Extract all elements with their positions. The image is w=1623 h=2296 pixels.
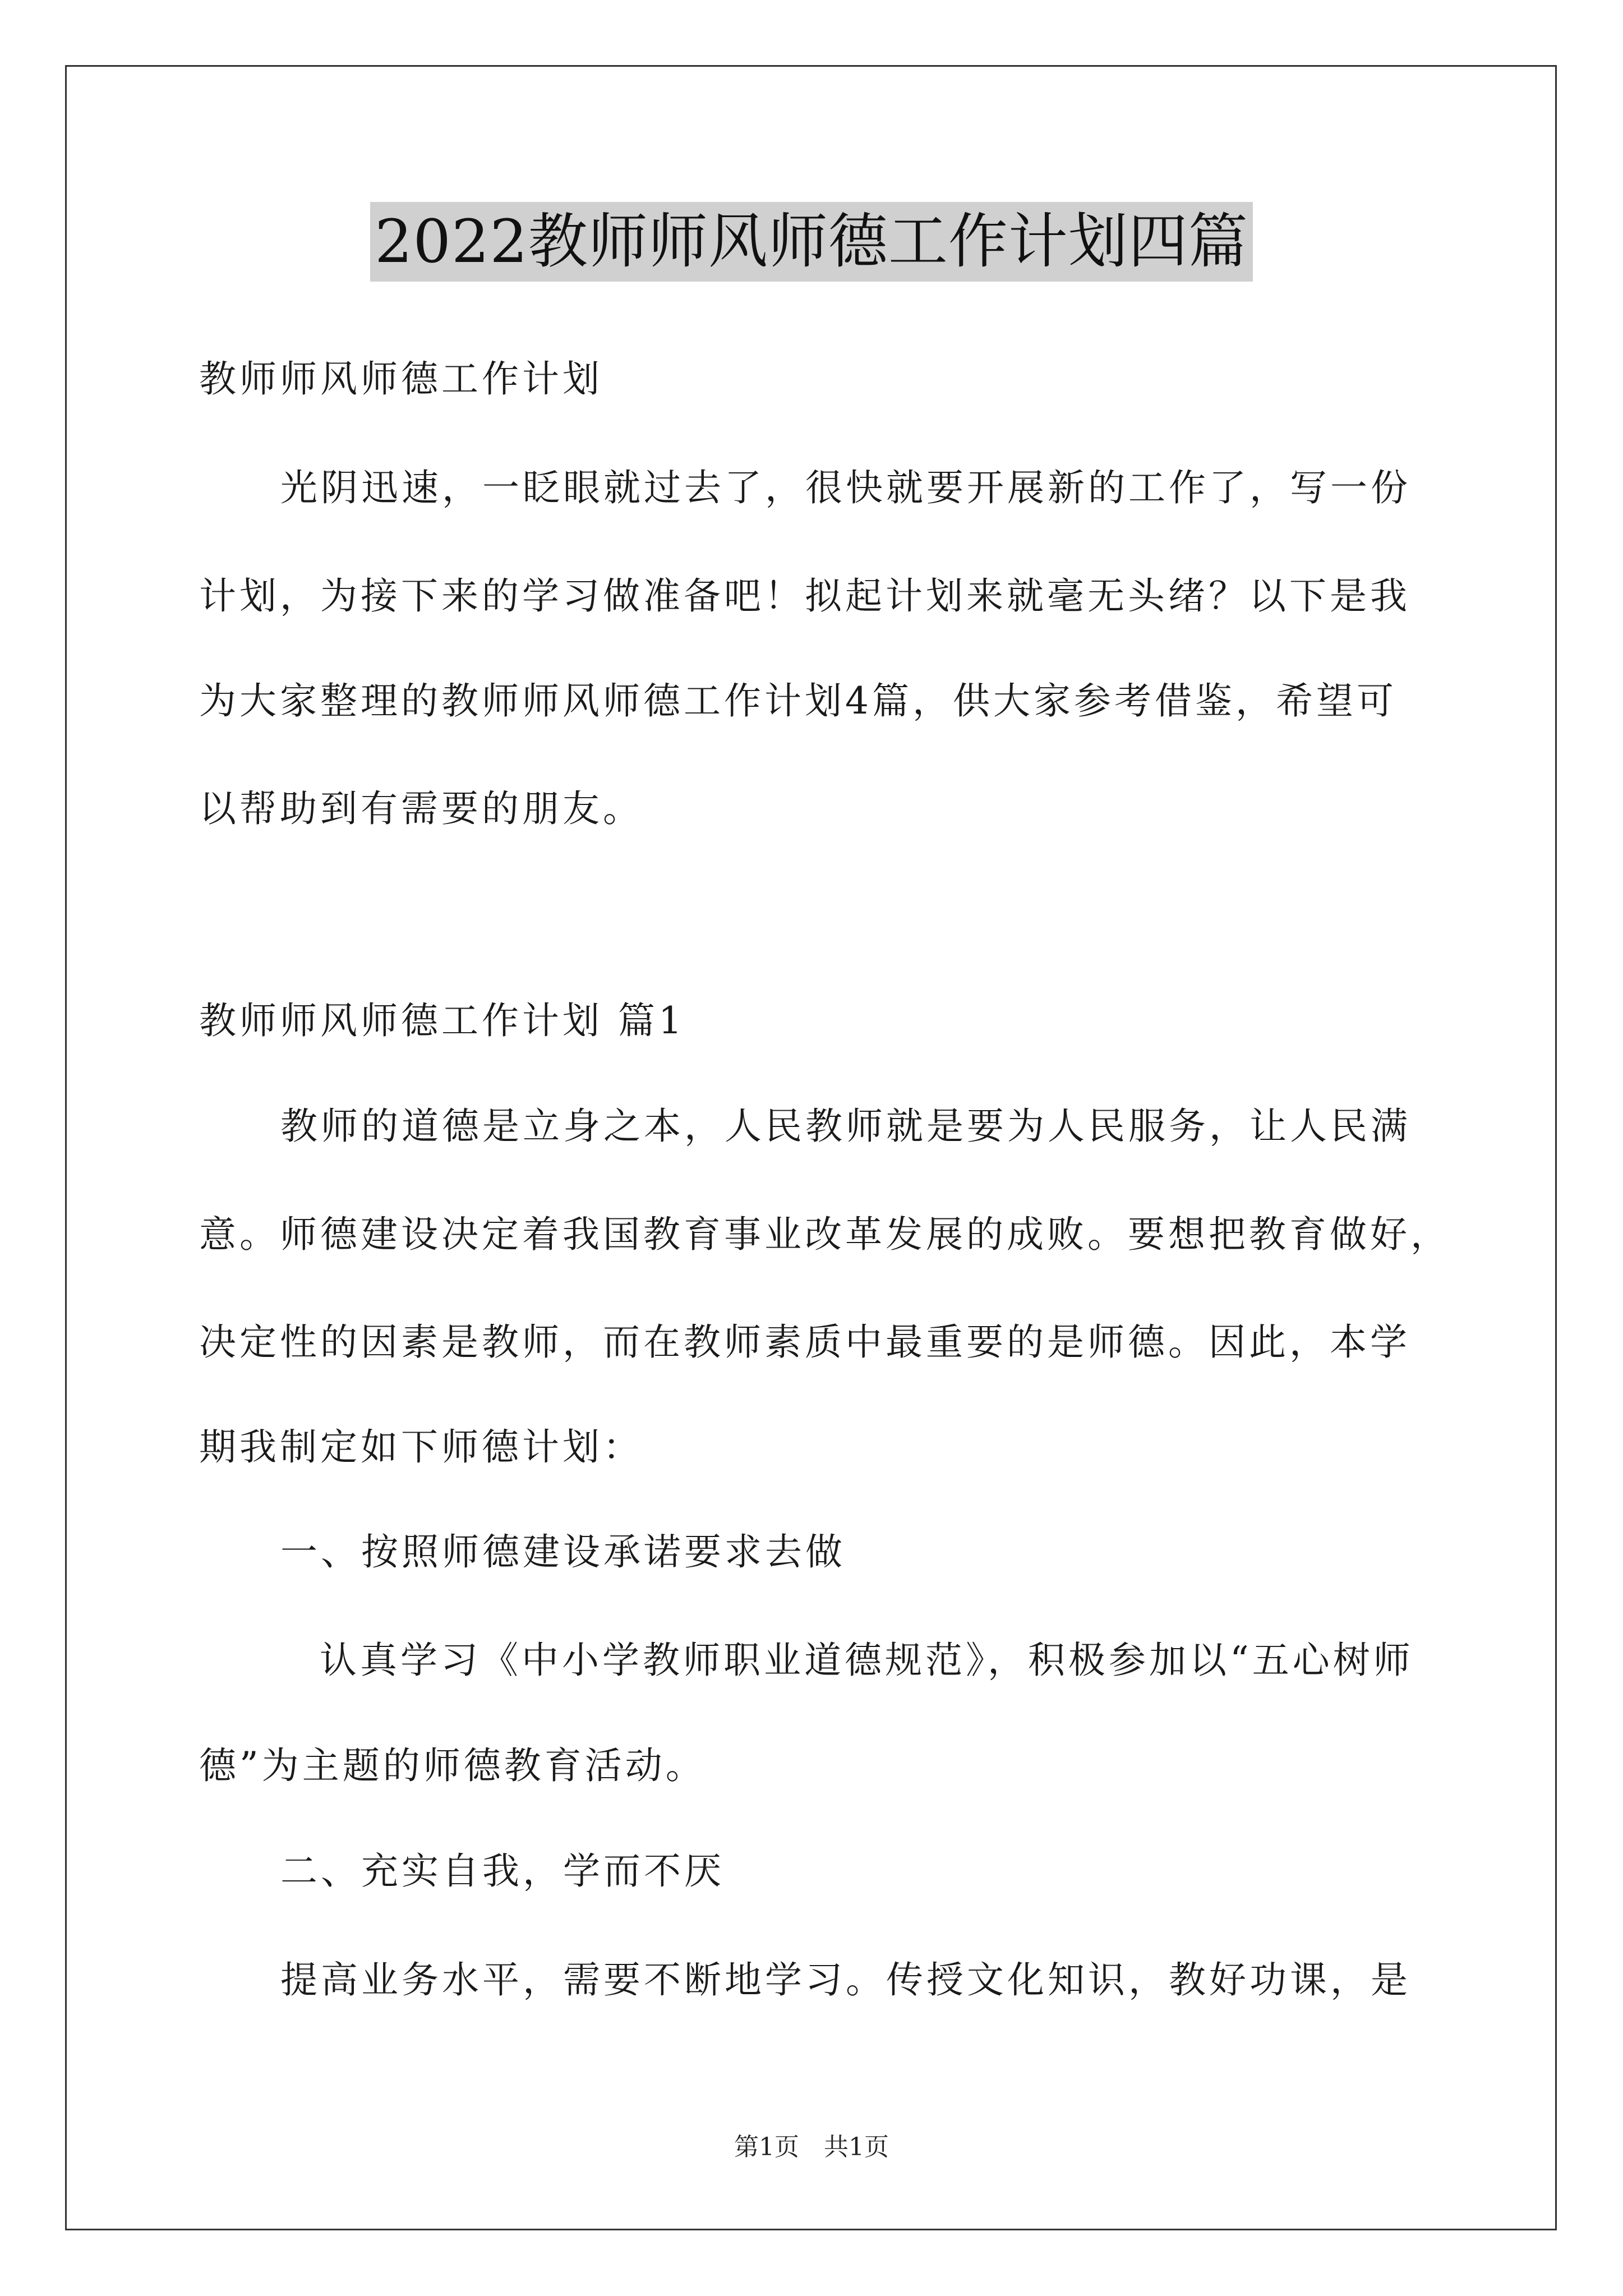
page-footer: 第1页 共1页 bbox=[734, 2133, 889, 2161]
section-line-2: 意。师德建设决定着我国教育事业改革发展的成败。要想把教育做好， bbox=[199, 1213, 1451, 1256]
point-two-heading: 二、充实自我，学而不厌 bbox=[280, 1849, 725, 1893]
point-two-line-1: 提高业务水平，需要不断地学习。传授文化知识，教好功课，是 bbox=[280, 1958, 1411, 2001]
intro-line-4: 以帮助到有需要的朋友。 bbox=[199, 787, 643, 830]
section-line-1: 教师的道德是立身之本，人民教师就是要为人民服务，让人民满 bbox=[280, 1105, 1411, 1148]
point-one-line-2: 德”为主题的师德教育活动。 bbox=[199, 1744, 706, 1787]
intro-line-1: 光阴迅速，一眨眼就过去了，很快就要开展新的工作了，写一份 bbox=[280, 466, 1411, 509]
subtitle: 教师师风师德工作计划 bbox=[199, 357, 603, 401]
section-heading: 教师师风师德工作计划 篇1 bbox=[199, 999, 685, 1042]
section-line-3: 决定性的因素是教师，而在教师素质中最重要的是师德。因此，本学 bbox=[199, 1320, 1410, 1364]
title-container bbox=[0, 202, 1623, 282]
section-line-4: 期我制定如下师德计划： bbox=[199, 1425, 643, 1469]
intro-line-3: 为大家整理的教师师风师德工作计划4篇，供大家参考借鉴，希望可 bbox=[199, 679, 1397, 723]
intro-line-2: 计划，为接下来的学习做准备吧！拟起计划来就毫无头绪？以下是我 bbox=[199, 574, 1410, 618]
document-title: 2022教师师风师德工作计划四篇 bbox=[370, 202, 1253, 282]
point-one-line-1: 认真学习《中小学教师职业道德规范》，积极参加以“五心树师 bbox=[320, 1639, 1414, 1682]
point-one-heading: 一、按照师德建设承诺要求去做 bbox=[280, 1530, 846, 1573]
